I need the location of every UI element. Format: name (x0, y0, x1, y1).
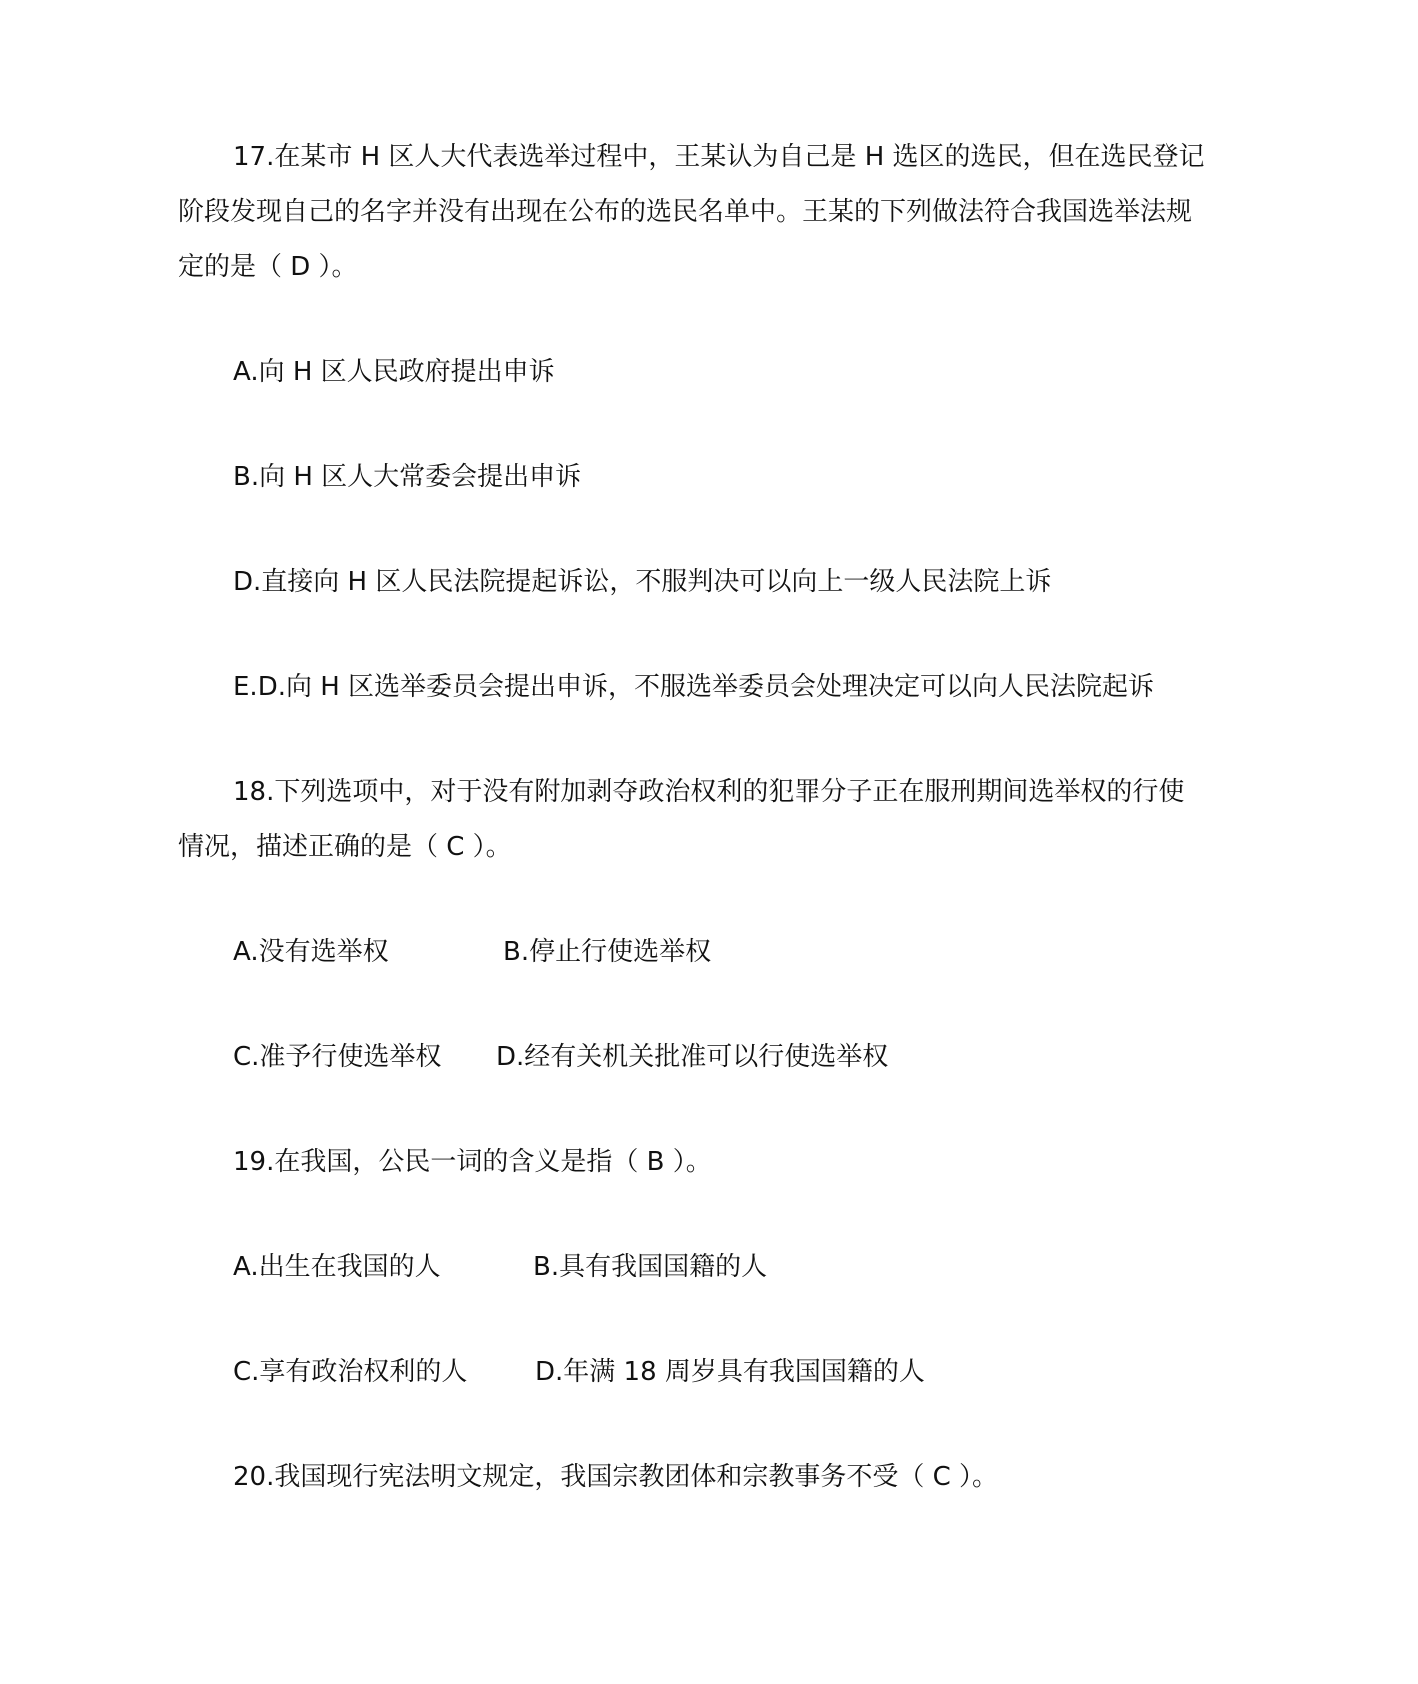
q17-option-e: E.D.向 H 区选举委员会提出申诉，不服选举委员会处理决定可以向人民法院起诉 (233, 672, 1155, 702)
q17-stem-line-2: 阶段发现自己的名字并没有出现在公布的选民名单中。王某的下列做法符合我国选举法规 (178, 197, 1193, 227)
q17-option-d: D.直接向 H 区人民法院提起诉讼，不服判决可以向上一级人民法院上诉 (233, 567, 1052, 597)
q17-stem-line-3: 定的是（ D ）。 (178, 252, 358, 282)
q19-option-b: B.具有我国国籍的人 (533, 1252, 768, 1282)
q19-stem-line-1: 19.在我国，公民一词的含义是指（ B ）。 (233, 1147, 712, 1177)
q17-option-a: A.向 H 区人民政府提出申诉 (233, 357, 555, 387)
q20-stem-line-1: 20.我国现行宪法明文规定，我国宗教团体和宗教事务不受（ C ）。 (233, 1462, 999, 1492)
q19-option-a: A.出生在我国的人 (233, 1252, 441, 1282)
q18-option-b: B.停止行使选举权 (503, 937, 712, 967)
q17-stem-line-1: 17.在某市 H 区人大代表选举过程中，王某认为自己是 H 选区的选民，但在选民登记 (233, 142, 1205, 172)
q19-option-d: D.年满 18 周岁具有我国国籍的人 (535, 1357, 925, 1387)
q18-option-a: A.没有选举权 (233, 937, 389, 967)
q19-option-c: C.享有政治权利的人 (233, 1357, 468, 1387)
q17-option-b: B.向 H 区人大常委会提出申诉 (233, 462, 582, 492)
q18-option-d: D.经有关机关批准可以行使选举权 (496, 1042, 889, 1072)
q18-option-c: C.准予行使选举权 (233, 1042, 442, 1072)
q18-stem-line-1: 18.下列选项中，对于没有附加剥夺政治权利的犯罪分子正在服刑期间选举权的行使 (233, 777, 1185, 807)
q18-stem-line-2: 情况，描述正确的是（ C ）。 (178, 832, 512, 862)
